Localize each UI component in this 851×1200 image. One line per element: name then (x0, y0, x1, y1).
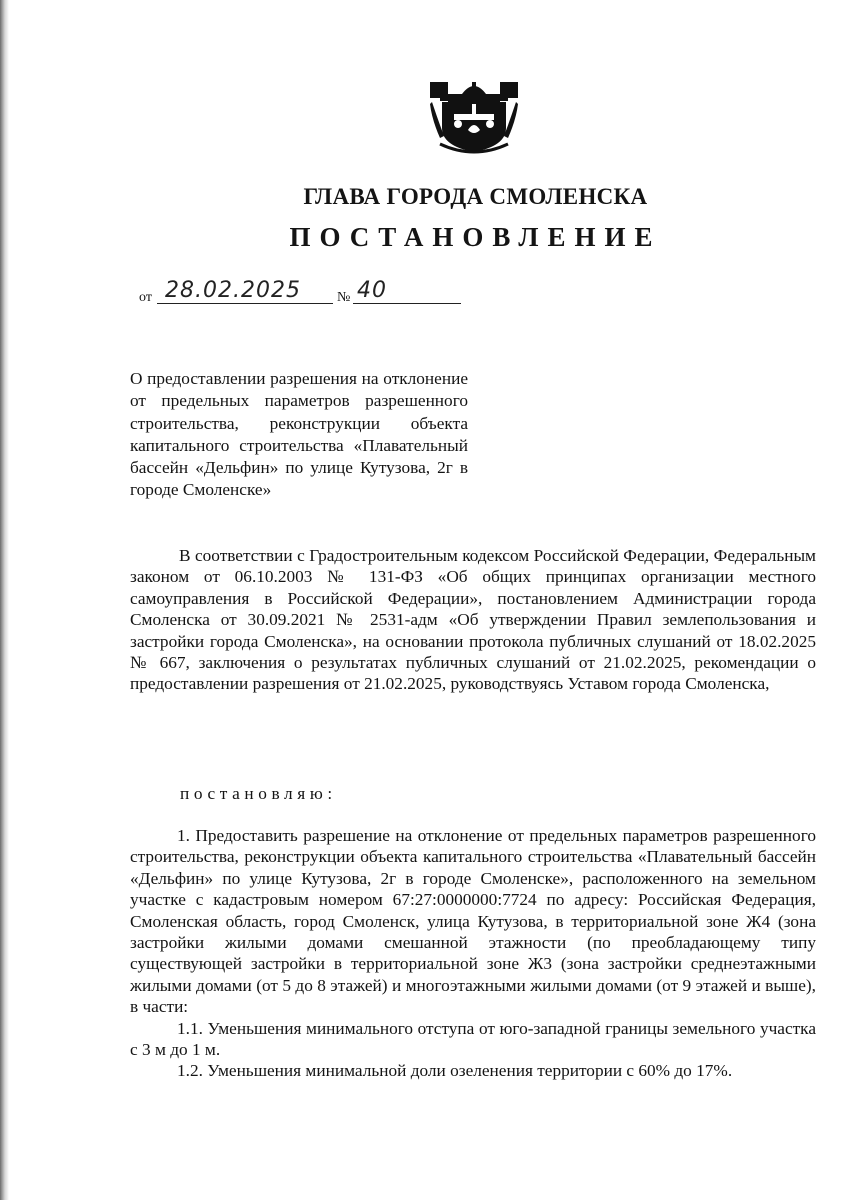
authority-title: ГЛАВА ГОРОДА СМОЛЕНСКА (303, 184, 648, 209)
item-1: 1. Предоставить разрешение на отклонение от предельных параметров разрешенного строительства, реконструкции объекта капитального строительства «Плавательный бассейн «Дельфин» по улице Кутузова, 2г в городе Смоленске», расположенного на земельном участке с кадастровым номером 67:27:0000000:7724 по адресу: Российская Федерация, Смоленская область, город Смоленск, улица Кутузова, в территориальной зоне Ж4 (зона застройки жилыми домами смешанной этажности (по преобладающему типу существующей застройки в территориальной зоне Ж3 (зона застройки среднеэтажными жилыми домами (от 5 до 8 этажей) и многоэтажными жилыми домами (от 9 этажей и выше), в части: (130, 826, 816, 1017)
date-prefix-label: от (139, 290, 152, 305)
preamble-block (130, 545, 816, 695)
preamble-paragraph: В соответствии с Градостроительным кодексом Российской Федерации, Федеральным законом от 06.10.2003 № 131-ФЗ «Об общих принципах организации местного самоуправления в Российской Федерации», постановлением Администрации города Смоленска от 30.09.2021 № 2531-адм «Об утверждении Правил землепользования и застройки города Смоленска», на основании протокола публичных слушаний от 18.02.2025 № 667, заключения о результатах публичных слушаний от 21.02.2025, рекомендации о предоставлении разрешения от 21.02.2025, руководствуясь Уставом города Смоленска, (130, 546, 816, 694)
number-prefix-label: № (337, 290, 351, 305)
item-1-2: 1.2. Уменьшения минимальной доли озеленения территории с 60% до 17%. (177, 1061, 733, 1081)
date-underline (157, 303, 333, 304)
document-number: 40 (357, 278, 387, 303)
number-underline (353, 303, 461, 304)
document-date: 28.02.2025 (165, 278, 301, 303)
resolution-items (130, 825, 816, 1082)
smolensk-coat-of-arms-icon (428, 80, 520, 158)
item-1-1: 1.1. Уменьшения минимального отступа от юго-западной границы земельного участка с 3 м до 1 м. (130, 1018, 816, 1060)
resolution-word: постановляю: (180, 784, 337, 803)
scan-left-edge (0, 0, 9, 1200)
document-type: ПОСТАНОВЛЕНИЕ (289, 222, 662, 252)
document-subject: О предоставлении разрешения на отклонение от предельных параметров разрешенного строительства, реконструкции объекта капитального строительства «Плавательный бассейн «Дельфин» по улице Кутузова, 2г в городе Смоленске» (130, 369, 468, 500)
